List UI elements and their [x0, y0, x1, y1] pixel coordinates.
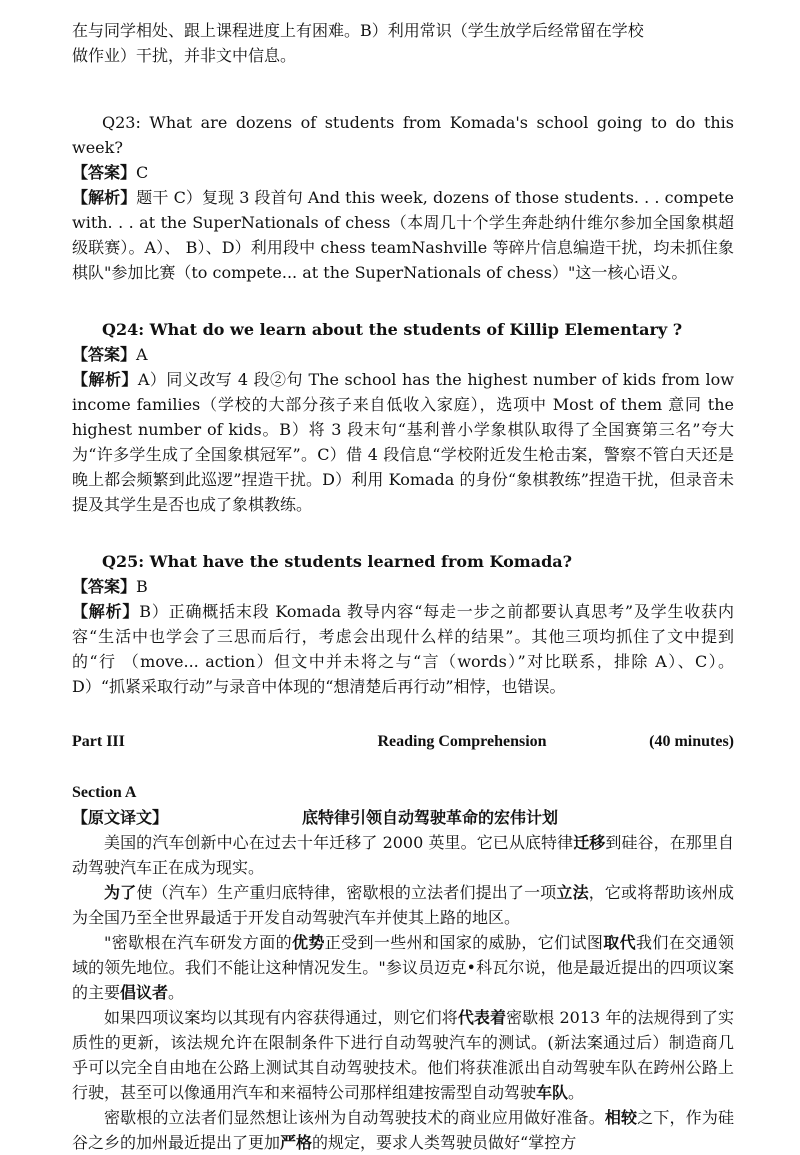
text-run: 。	[568, 1083, 585, 1102]
keyword: 倡议者	[120, 983, 169, 1002]
intro-line-2: 做作业）干扰，并非文中信息。	[72, 46, 297, 65]
answer-label: 【答案】	[72, 163, 137, 182]
keyword: 立法	[556, 883, 589, 902]
part-label: Part III	[72, 733, 125, 750]
analysis-label: 【解析】	[72, 188, 137, 207]
paragraph-2	[72, 880, 734, 930]
keyword: 优势	[291, 933, 325, 952]
q23-answer	[72, 160, 734, 185]
text-run: 如果四项议案均以其现有内容获得通过，则它们将	[104, 1008, 458, 1027]
translation-label: 【原文译文】	[72, 808, 169, 827]
q23-answer-value: C	[136, 163, 149, 182]
q25-analysis-text: B）正确概括末段 Komada 教导内容“每走一步之前都要认真思考”及学生收获内容“生活中也学会了三思而后行，考虑会出现什么样的结果”。其他三项均抓住了文中提到的“行 （move... action）但文中并未将之与“言（words）”对比联系，排除 A）、C）。D）“抓紧采取行动”与录音中体现的“想清楚后再行动”相悖，也错误。	[72, 602, 734, 696]
keyword: 为了	[104, 883, 137, 902]
q24-answer	[72, 342, 734, 367]
q24-answer-value: A	[136, 345, 148, 364]
keyword: 严格	[280, 1133, 313, 1152]
text-run: ，它或将帮助该州成为全国乃至全世界最适于开发自动驾驶汽车并使其上路的地区。	[72, 883, 734, 927]
q25-question: Q25: What have the students learned from Komada?	[102, 552, 572, 571]
q25-analysis	[72, 599, 734, 699]
intro-line-1: 在与同学相处、跟上课程进度上有困难。B）利用常识（学生放学后经常留在学校	[72, 21, 644, 40]
paragraph-4	[72, 1005, 734, 1105]
part-title: Reading Comprehension	[377, 733, 547, 750]
q23-question: Q23: What are dozens of students from Komada's school going to do this week?	[72, 113, 734, 157]
text-run: 我们在交通领域的领先地位。我们不能让这种情况发生。"参议员迈克•科瓦尔说，他是最近提出的四项议案的主要	[72, 933, 734, 1002]
keyword: 代表着	[457, 1008, 507, 1027]
q23-analysis	[72, 185, 734, 285]
q24-analysis-text: A）同义改写 4 段②句 The school has the highest number of kids from low income families（学校的大部分孩子来自低收入家庭），选项中 Most of them 意同 the highest number of kids。B）将 3 段末句“基利普小学象棋队取得了全国赛第三名”夸大为“许多学生成了全国象棋冠军”。C）借 4 段信息“学校附近发生枪击案，警察不管白天还是晚上都会频繁到此巡逻”捏造干扰。D）利用 Komada 的身份“象棋教练”捏造干扰，但录音未提及其学生是否也成了象棋教练。	[72, 370, 734, 514]
analysis-label: 【解析】	[72, 370, 138, 389]
section-label: Section A	[72, 784, 137, 801]
paragraph-1	[72, 830, 734, 880]
analysis-label: 【解析】	[72, 602, 140, 621]
answer-label: 【答案】	[72, 577, 137, 596]
text-run: 。	[168, 983, 185, 1002]
document-page	[72, 18, 734, 1155]
text-run: 使（汽车）生产重归底特律，密歇根的立法者们提出了一项	[136, 883, 557, 902]
text-run: 到硅谷，在那里自动驾驶汽车正在成为现实。	[72, 833, 734, 877]
q25-answer	[72, 574, 734, 599]
article-title: 底特律引领自动驾驶革命的宏伟计划	[302, 808, 559, 827]
q23-analysis-text: 题干 C）复现 3 段首句 And this week, dozens of those students. . . compete with. . . at the SuperNationals of chess（本周几十个学生奔赴纳什维尔参加全国象棋超级联赛）。A）、 B）、D）利用段中 chess teamNashville 等碎片信息编造干扰，均未抓住象棋队"参加比赛（to compete... at the SuperNationals of chess）"这一核心语义。	[72, 188, 734, 282]
part-heading	[72, 729, 734, 754]
paragraph-5	[72, 1105, 734, 1155]
article-title-row	[72, 805, 734, 830]
answer-label: 【答案】	[72, 345, 137, 364]
q24-analysis	[72, 367, 734, 517]
text-run: 之下，作为硅谷之乡的加州最近提出了更加	[72, 1108, 734, 1152]
keyword: 取代	[603, 933, 637, 952]
paragraph-3	[72, 930, 734, 1005]
text-run: 密歇根 2013 年的法规得到了实质性的更新，该法规允许在限制条件下进行自动驾驶汽车的测试。(新法案通过后）制造商几乎可以完全自由地在公路上测试其自动驾驶技术。他们将获准派出自动驾驶车队在跨州公路上行驶，甚至可以像通用汽车和来福特公司那样组建按需型自动驾驶	[72, 1008, 734, 1102]
text-run: 美国的汽车创新中心在过去十年迁移了 2000 英里。它已从底特律	[104, 833, 574, 852]
q25-answer-value: B	[136, 577, 148, 596]
text-run: 的规定，要求人类驾驶员做好“掌控方	[312, 1133, 577, 1152]
part-time: (40 minutes)	[649, 733, 734, 750]
text-run: "密歇根在汽车研发方面的	[104, 933, 292, 952]
keyword: 迁移	[573, 833, 606, 852]
text-run: 密歇根的立法者们显然想让该州为自动驾驶技术的商业应用做好准备。	[104, 1108, 605, 1127]
keyword: 相较	[604, 1108, 638, 1127]
q24-question: Q24: What do we learn about the students of Killip Elementary ?	[102, 320, 683, 339]
keyword: 车队	[536, 1083, 569, 1102]
text-run: 正受到一些州和国家的威胁，它们试图	[324, 933, 604, 952]
